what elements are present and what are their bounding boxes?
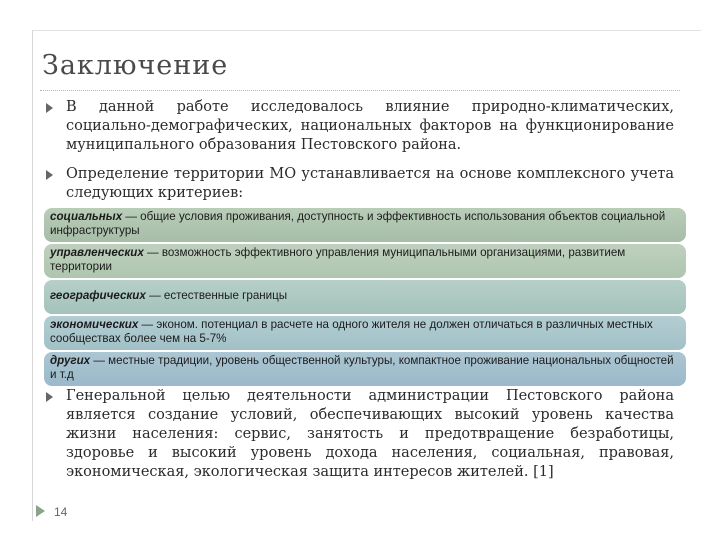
criterion-term: других — [50, 354, 91, 367]
bullet-text: В данной работе исследовалось влияние природно-климатических, социально-демографических, национальных факторов на функционирование муниципального образования Пестовского района. — [66, 99, 674, 153]
criterion-other — [44, 352, 686, 386]
criterion-social — [44, 208, 686, 242]
bullet-arrow-icon — [46, 103, 53, 113]
bullet-text: Определение территории МО устанавливается на основе комплексного учета следующих критериев: — [66, 166, 674, 201]
bullet-arrow-icon — [46, 392, 53, 402]
bullet-arrow-icon — [46, 170, 53, 180]
criterion-term: географических — [50, 289, 146, 302]
criterion-text: — общие условия проживания, доступность и эффективность использования объектов социальной инфраструктуры — [50, 210, 666, 237]
criterion-geographic — [44, 280, 686, 314]
criterion-term: социальных — [50, 210, 123, 223]
criteria-list — [44, 208, 686, 388]
criterion-managerial — [44, 244, 686, 278]
bullet-item — [46, 165, 674, 203]
bullet-text: Генеральной целью деятельности администрации Пестовского района является создание условий, обеспечивающих высокий уровень качества жизни населения: сервис, занятость и предотвращение безработицы, здоровье и высокий уровень дохода населения, социальная, правовая, экономическая, экологическая защита интересов жителей. [1] — [66, 388, 674, 480]
bullet-item — [46, 98, 674, 155]
criterion-text: — возможность эффективного управления муниципальными организациями, развитием территории — [50, 246, 626, 273]
footer-arrow-icon — [36, 505, 45, 517]
criterion-economic — [44, 316, 686, 350]
criterion-text: — местные традиции, уровень общественной культуры, компактное проживание национальных общностей и т.д — [50, 354, 674, 381]
slide-title: Заключение — [42, 50, 229, 81]
criterion-term: экономических — [50, 318, 139, 331]
bullet-item — [46, 387, 674, 482]
criterion-term: управленческих — [50, 246, 144, 259]
criterion-text: — естественные границы — [145, 289, 288, 302]
page-number: 14 — [54, 505, 68, 519]
title-divider — [40, 90, 680, 91]
criterion-text: — эконом. потенциал в расчете на одного жителя не должен отличаться в различных местных сообществах более чем на 5-7% — [50, 318, 653, 345]
